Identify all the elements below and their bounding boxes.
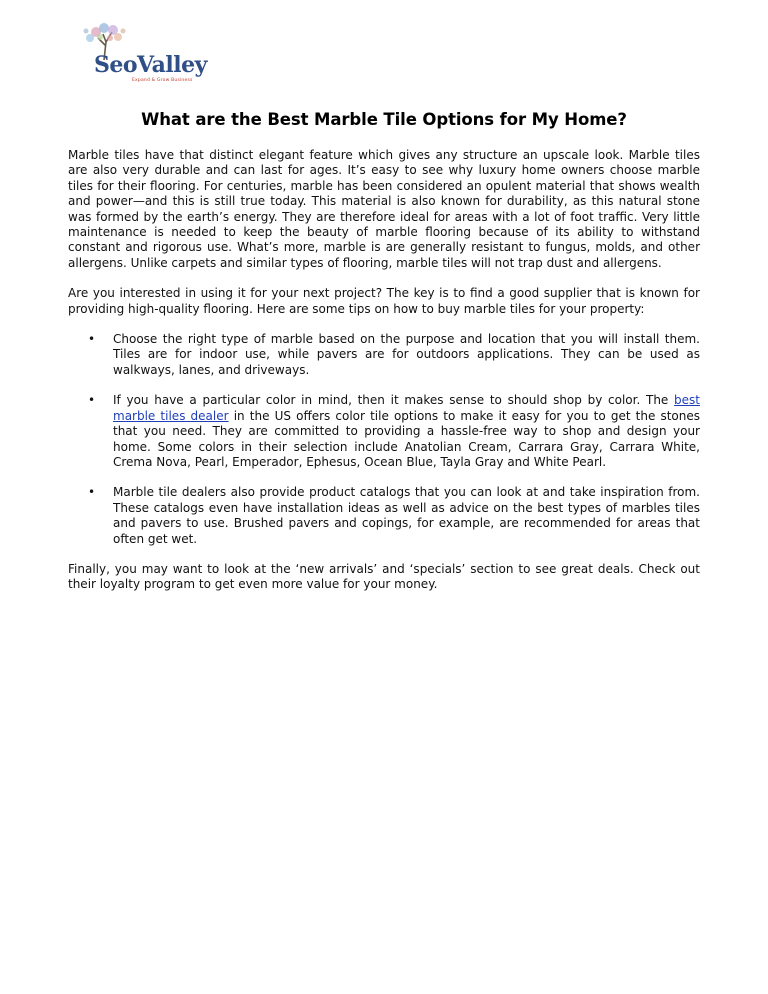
bullet-icon: •: [88, 485, 96, 500]
logo-wordmark: SeoValley: [94, 52, 207, 78]
bullet-icon: •: [88, 393, 96, 408]
seovalley-logo: [76, 22, 216, 86]
article-body: [68, 148, 700, 593]
intro-paragraph: Marble tiles have that distinct elegant feature which gives any structure an upscale look. Marble tiles are also very durable and can last for ages. It’s easy to see why luxury home owners choose marble tiles for their flooring. For centuries, marble has been considered an opulent material that shows wealth and power—and this is still true today. This material is also known for durability, as this natural stone was formed by the earth’s energy. They are therefore ideal for areas with a lot of foot traffic. Very little maintenance is needed to keep the beauty of marble flooring because of its ability to withstand constant and rigorous use. What’s more, marble is are generally resistant to fungus, molds, and other allergens. Unlike carpets and similar types of flooring, marble tiles will not trap dust and allergens.: [68, 148, 700, 270]
list-item-text: Marble tile dealers also provide product catalogs that you can look at and take inspiration from. These catalogs even have installation ideas as well as advice on the best types of marbles tiles and pavers to use. Brushed pavers and copings, for example, are recommended for areas that often get wet.: [113, 485, 700, 546]
question-paragraph: Are you interested in using it for your next project? The key is to find a good supplier that is known for providing high-quality flooring. Here are some tips on how to buy marble tiles for your property:: [68, 286, 700, 316]
list-item-text: Choose the right type of marble based on the purpose and location that you will install them. Tiles are for indoor use, while pavers are for outdoors applications. They can be used as walkways, lanes, and driveways.: [113, 332, 700, 377]
page-title: What are the Best Marble Tile Options for My Home?: [141, 110, 627, 129]
list-item: [68, 332, 700, 378]
best-marble-tiles-dealer-link[interactable]: best marble tiles dealer: [113, 393, 700, 423]
list-item-text-end: in the US offers color tile options to make it easy for you to get the stones that you need. They are committed to providing a hassle-free way to shop and design your home. Some colors in their selection include Anatolian Cream, Carrara Gray, Carrara White, Crema Nova, Pearl, Emperador, Ephesus, Ocean Blue, Tayla Gray and White Pearl.: [113, 408, 701, 469]
closing-paragraph: Finally, you may want to look at the ‘new arrivals’ and ‘specials’ section to see great deals. Check out their loyalty program to get even more value for your money.: [68, 561, 700, 592]
list-item: [68, 485, 700, 547]
logo-tagline: Expand & Grow Business: [132, 78, 193, 83]
list-item-text-start: If you have a particular color in mind, then it makes sense to should shop by color. The: [113, 393, 675, 408]
bullet-icon: •: [88, 332, 96, 347]
tips-list: [68, 332, 700, 547]
list-item: [68, 393, 700, 470]
